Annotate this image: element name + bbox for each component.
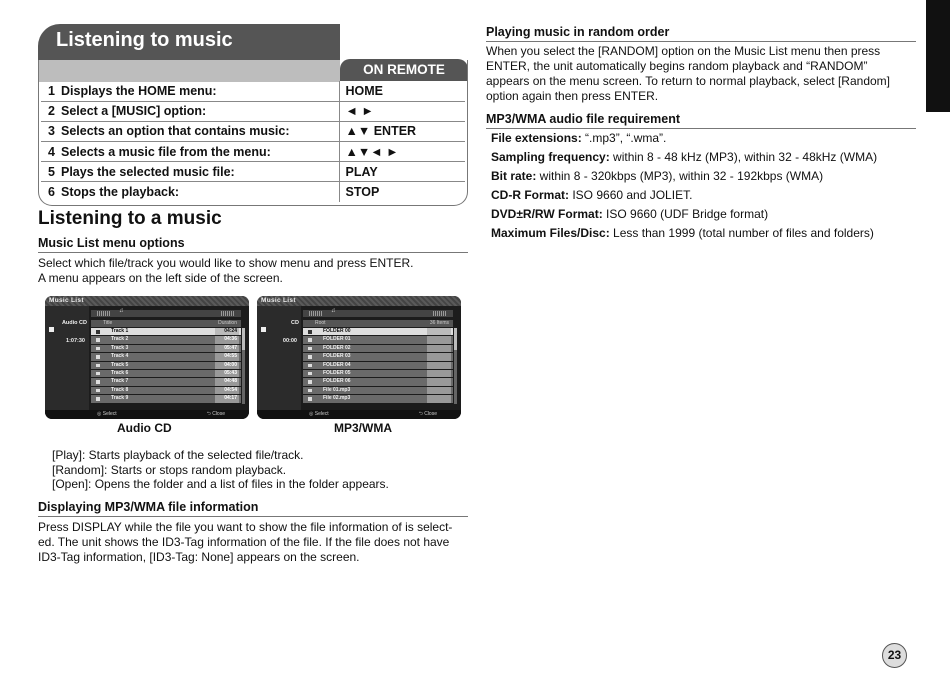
music-list-item-name: Track 1 xyxy=(111,328,129,334)
edge-tab xyxy=(926,0,950,112)
intro-line: A menu appears on the left side of the screen. xyxy=(38,271,283,285)
music-list-row[interactable] xyxy=(303,336,453,344)
file-info-line: Press DISPLAY while the file you want to show the file information of is select- xyxy=(38,520,453,534)
requirement-value: within 8 - 48 kHz (MP3), within 32 - 48kHz (WMA) xyxy=(609,150,878,164)
requirement-item xyxy=(491,129,877,148)
step-row xyxy=(41,162,465,182)
file-info-text xyxy=(38,520,452,565)
music-list-item-name: FOLDER 04 xyxy=(323,361,351,368)
music-list-item-duration xyxy=(427,353,451,360)
music-list-item-duration: 04:17 xyxy=(215,395,239,402)
select-hint: ◎ Select xyxy=(97,411,117,417)
music-list-item-duration xyxy=(427,395,451,402)
music-list-item-duration: 04:36 xyxy=(215,336,239,343)
step-number: 6 xyxy=(48,185,55,200)
on-remote-header: ON REMOTE xyxy=(340,59,468,81)
disc-type-label: Audio CD xyxy=(61,320,87,326)
step-description: Plays the selected music file: xyxy=(61,162,339,182)
menu-options-heading: Music List menu options xyxy=(38,236,468,253)
option-checkbox[interactable] xyxy=(261,327,266,332)
requirement-item xyxy=(491,167,877,186)
music-list-item-duration: 05:47 xyxy=(215,345,239,352)
music-list-title: Music List xyxy=(45,296,249,306)
music-list-item-name: Track 2 xyxy=(111,336,129,343)
step-remote-key: ▲▼◄ ► xyxy=(339,142,465,162)
folder-icon xyxy=(308,338,312,342)
random-line: ENTER, the unit automatically begins random playback and “RANDOM” xyxy=(486,59,868,73)
music-list-item-name: FOLDER 00 xyxy=(323,328,351,334)
requirement-value: ISO 9660 and JOLIET. xyxy=(569,188,693,202)
random-line: When you select the [RANDOM] option on the Music List menu then press xyxy=(486,44,881,58)
requirement-item xyxy=(491,148,877,167)
step-description: Stops the playback: xyxy=(61,185,180,200)
step-row xyxy=(41,142,465,162)
music-list-item-duration: 04:54 xyxy=(215,387,239,394)
folder-icon xyxy=(308,364,312,368)
music-file-icon xyxy=(96,364,100,368)
file-info-line: ed. The unit shows the ID3-Tag information of the file. If the file does not have xyxy=(38,535,450,549)
play-time: 1:07:30 xyxy=(66,338,85,344)
bar-right-icon xyxy=(433,311,447,316)
music-list-item-duration: 04:24 xyxy=(215,328,239,335)
section-title: Listening to a music xyxy=(38,208,222,229)
bar-left-icon xyxy=(309,311,323,316)
requirement-label: Bit rate: xyxy=(491,169,537,183)
step-description: Selects an option that contains music: xyxy=(61,121,339,141)
music-list-row[interactable] xyxy=(91,328,241,336)
requirement-value: ISO 9660 (UDF Bridge format) xyxy=(602,207,769,221)
close-hint: ⮌ Close xyxy=(206,411,225,417)
music-list-item-duration xyxy=(427,336,451,343)
step-row xyxy=(41,81,465,101)
music-list-item-duration xyxy=(427,370,451,377)
requirements-list xyxy=(491,129,877,243)
disc-type-label: CD xyxy=(291,320,299,326)
progress-bar xyxy=(91,310,241,317)
requirement-label: Sampling frequency: xyxy=(491,150,610,164)
requirement-label: CD-R Format: xyxy=(491,188,569,202)
mp3-wma-caption: MP3/WMA xyxy=(334,421,392,435)
music-list-header xyxy=(303,320,453,327)
step-number: 5 xyxy=(41,162,61,182)
steps-table xyxy=(41,81,465,202)
music-list-item-name: Track 4 xyxy=(111,353,129,360)
requirement-label: File extensions: xyxy=(491,131,582,145)
music-file-icon xyxy=(96,338,100,342)
music-list-item-name: FOLDER 06 xyxy=(323,378,351,385)
step-description: Displays the HOME menu: xyxy=(61,81,339,101)
music-list-row[interactable] xyxy=(303,362,453,370)
file-info-line: ID3-Tag information, [ID3-Tag: None] appears on the screen. xyxy=(38,550,360,564)
option-item: [Open]: Opens the folder and a list of files in the folder appears. xyxy=(52,477,389,491)
scrollbar[interactable] xyxy=(242,328,245,404)
music-list-sidebar xyxy=(45,306,89,410)
music-list-item-name: File 01.mp3 xyxy=(323,386,351,393)
music-list-item-name: Track 9 xyxy=(111,395,129,402)
music-file-icon xyxy=(96,355,100,359)
random-text xyxy=(486,44,890,104)
music-list-item-duration xyxy=(427,328,451,335)
music-file-icon xyxy=(96,397,100,401)
music-list-item-name: FOLDER 02 xyxy=(323,344,351,351)
music-list-row[interactable] xyxy=(303,378,453,386)
music-list-title: Music List xyxy=(257,296,461,306)
folder-icon xyxy=(308,372,312,376)
music-file-icon xyxy=(308,397,312,401)
audio-cd-screen xyxy=(45,296,249,419)
option-checkbox[interactable] xyxy=(49,327,54,332)
music-file-icon xyxy=(96,330,100,334)
menu-options-items xyxy=(52,448,389,492)
scrollbar-thumb[interactable] xyxy=(242,328,245,350)
requirement-item xyxy=(491,224,877,243)
music-list-row[interactable] xyxy=(91,345,241,353)
music-list-item-name: Track 7 xyxy=(111,378,129,385)
requirement-label: Maximum Files/Disc: xyxy=(491,226,610,240)
music-list-item-duration xyxy=(427,378,451,385)
music-list-item-name: Track 3 xyxy=(111,344,129,351)
music-list-item-duration: 04:55 xyxy=(215,353,239,360)
music-list-item-name: FOLDER 03 xyxy=(323,353,351,360)
random-line: option again then press ENTER. xyxy=(486,89,659,103)
column-header-name: Root xyxy=(315,320,326,326)
column-header-info: Duration xyxy=(218,320,237,326)
close-hint: ⮌ Close xyxy=(418,411,437,417)
music-list-row[interactable] xyxy=(91,395,241,403)
music-list-item-name: FOLDER 05 xyxy=(323,369,351,376)
steps-header xyxy=(38,24,340,60)
mp3-wma-screen xyxy=(257,296,461,419)
requirements-heading: MP3/WMA audio file requirement xyxy=(486,112,916,129)
scrollbar[interactable] xyxy=(454,328,457,404)
music-file-icon xyxy=(96,372,100,376)
audio-cd-caption: Audio CD xyxy=(117,421,172,435)
music-list-item-duration: 05:43 xyxy=(215,370,239,377)
music-list-row[interactable] xyxy=(303,395,453,403)
music-list-sidebar xyxy=(257,306,301,410)
music-list-item-name: Track 5 xyxy=(111,361,129,368)
folder-icon xyxy=(308,380,312,384)
music-list-row[interactable] xyxy=(303,370,453,378)
menu-options-intro xyxy=(38,256,414,286)
music-list-row[interactable] xyxy=(303,345,453,353)
requirement-label: DVD±R/RW Format: xyxy=(491,207,603,221)
music-list-row[interactable] xyxy=(91,378,241,386)
music-list-item-name: FOLDER 01 xyxy=(323,336,351,343)
music-list-rows xyxy=(91,328,241,404)
step-remote-key: ◄ ► xyxy=(339,101,465,121)
steps-box xyxy=(38,24,468,206)
option-item: [Random]: Starts or stops random playback. xyxy=(52,462,287,477)
requirement-item xyxy=(491,186,877,205)
select-hint: ◎ Select xyxy=(309,411,329,417)
music-list-row[interactable] xyxy=(91,370,241,378)
step-number: 1 xyxy=(41,81,61,101)
music-list-item-name: File 02.mp3 xyxy=(323,395,351,402)
music-list-footer xyxy=(257,410,461,419)
scrollbar-thumb[interactable] xyxy=(454,328,457,350)
folder-icon xyxy=(308,330,312,334)
music-note-icon: ♫ xyxy=(119,308,124,314)
column-header-name: Title xyxy=(103,320,113,326)
requirement-item xyxy=(491,205,877,224)
music-list-item-duration: 04:00 xyxy=(215,362,239,369)
step-row xyxy=(41,182,465,202)
music-list-rows xyxy=(303,328,453,404)
step-number: 2 xyxy=(41,101,61,121)
music-file-icon xyxy=(96,389,100,393)
column-header-info: 36 Items xyxy=(429,320,449,326)
music-list-row[interactable] xyxy=(91,362,241,370)
music-file-icon xyxy=(308,389,312,393)
music-list-row[interactable] xyxy=(303,328,453,336)
music-list-item-duration xyxy=(427,387,451,394)
file-info-heading: Displaying MP3/WMA file information xyxy=(38,500,468,517)
random-heading: Playing music in random order xyxy=(486,25,916,42)
music-list-header xyxy=(91,320,241,327)
intro-line: Select which file/track you would like to show menu and press ENTER. xyxy=(38,256,414,270)
folder-icon xyxy=(308,355,312,359)
bar-right-icon xyxy=(221,311,235,316)
music-list-row[interactable] xyxy=(303,353,453,361)
option-item: [Play]: Starts playback of the selected file/track. xyxy=(52,448,304,462)
step-description: Select a [MUSIC] option: xyxy=(61,101,339,121)
step-remote-key: HOME xyxy=(339,81,465,101)
step-remote-key: STOP xyxy=(339,182,465,202)
steps-title: Listening to music xyxy=(56,29,233,51)
music-list-item-name: Track 8 xyxy=(111,386,129,393)
music-note-icon: ♫ xyxy=(331,308,336,314)
step-number: 4 xyxy=(41,142,61,162)
bar-left-icon xyxy=(97,311,111,316)
requirement-value: within 8 - 320kbps (MP3), within 32 - 192kbps (WMA) xyxy=(536,169,824,183)
music-file-icon xyxy=(96,347,100,351)
music-list-row[interactable] xyxy=(91,353,241,361)
step-number: 3 xyxy=(41,121,61,141)
play-time: 00:00 xyxy=(282,338,297,344)
music-list-footer xyxy=(45,410,249,419)
random-line: appears on the menu screen. To return to normal playback, select [Random] xyxy=(486,74,890,88)
music-list-item-duration xyxy=(427,345,451,352)
music-list-row[interactable] xyxy=(303,387,453,395)
step-remote-key: PLAY xyxy=(339,162,465,182)
music-file-icon xyxy=(96,380,100,384)
step-description: Selects a music file from the menu: xyxy=(61,142,339,162)
step-row xyxy=(41,121,465,141)
step-remote-key: ▲▼ ENTER xyxy=(339,121,465,141)
page-number: 23 xyxy=(882,643,907,668)
music-list-row[interactable] xyxy=(91,387,241,395)
music-list-item-duration xyxy=(427,362,451,369)
music-list-item-duration: 04:48 xyxy=(215,378,239,385)
music-list-item-name: Track 6 xyxy=(111,369,129,376)
folder-icon xyxy=(308,347,312,351)
requirement-value: Less than 1999 (total number of files and folders) xyxy=(609,226,874,240)
step-row xyxy=(41,101,465,121)
progress-bar xyxy=(303,310,453,317)
music-list-row[interactable] xyxy=(91,336,241,344)
requirement-value: “.mp3”, “.wma”. xyxy=(581,131,667,145)
